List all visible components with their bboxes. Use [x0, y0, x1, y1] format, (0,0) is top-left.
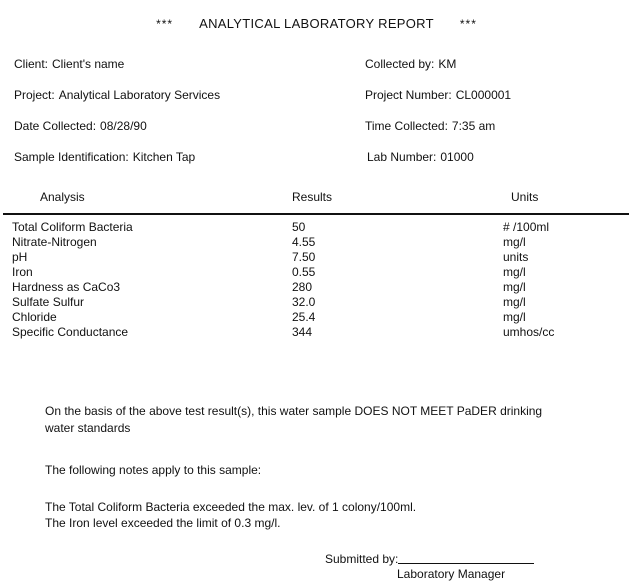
collected-by-value: KM	[438, 57, 457, 71]
project-label: Project:	[14, 88, 55, 102]
table-row	[0, 325, 633, 340]
info-row	[0, 57, 633, 71]
units-cell: units	[503, 250, 529, 264]
lab-number-value: 01000	[440, 150, 474, 164]
report-header	[0, 16, 633, 31]
info-row	[0, 88, 633, 102]
analysis-cell: Total Coliform Bacteria	[12, 220, 133, 234]
result-cell: 0.55	[292, 265, 316, 279]
result-cell: 7.50	[292, 250, 316, 264]
results-table-body	[0, 220, 633, 340]
sample-identification-field	[14, 150, 365, 164]
signature-line	[398, 551, 534, 564]
time-collected-value: 7:35 am	[451, 119, 496, 133]
signature-role-label: Laboratory Manager	[397, 567, 506, 581]
table-row	[0, 235, 633, 250]
result-cell: 344	[292, 325, 313, 339]
collected-by-field	[365, 57, 633, 71]
note-item: The Total Coliform Bacteria exceeded the max. lev. of 1 colony/100ml.	[45, 500, 417, 514]
lab-number-field	[365, 150, 633, 164]
sample-identification-value: Kitchen Tap	[132, 150, 196, 164]
units-cell: umhos/cc	[503, 325, 555, 339]
units-cell: # /100ml	[503, 220, 550, 234]
column-header-units: Units	[511, 190, 539, 204]
title-stars-left: ***	[156, 17, 174, 31]
client-label: Client:	[14, 57, 49, 71]
signature-block	[325, 550, 534, 566]
time-collected-field	[365, 119, 633, 133]
lab-number-label: Lab Number:	[367, 150, 437, 164]
table-row	[0, 310, 633, 325]
analysis-cell: pH	[12, 250, 28, 264]
notes-list	[45, 500, 416, 531]
analysis-cell: Specific Conductance	[12, 325, 129, 339]
analysis-cell: Sulfate Sulfur	[12, 295, 85, 309]
info-row	[0, 150, 633, 164]
info-row	[0, 119, 633, 133]
time-collected-label: Time Collected:	[365, 119, 448, 133]
results-table-header	[0, 190, 633, 204]
table-row	[0, 280, 633, 295]
conclusion-statement: On the basis of the above test result(s), this water sample DOES NOT MEET PaDER drinking water standards	[45, 404, 543, 435]
project-number-field	[365, 88, 633, 102]
project-number-value: CL000001	[455, 88, 512, 102]
client-field	[14, 57, 365, 71]
table-row	[0, 295, 633, 310]
units-cell: mg/l	[503, 265, 526, 279]
analysis-cell: Nitrate-Nitrogen	[12, 235, 97, 249]
date-collected-field	[14, 119, 365, 133]
submitted-by-label: Submitted by:	[325, 552, 399, 566]
column-header-results: Results	[292, 190, 333, 204]
result-cell: 4.55	[292, 235, 316, 249]
table-row	[0, 265, 633, 280]
project-field	[14, 88, 365, 102]
date-collected-label: Date Collected:	[14, 119, 97, 133]
units-cell: mg/l	[503, 310, 526, 324]
client-value: Client's name	[52, 57, 125, 71]
analysis-cell: Hardness as CaCo3	[12, 280, 121, 294]
page-title: ANALYTICAL LABORATORY REPORT	[199, 16, 434, 31]
column-header-analysis: Analysis	[40, 190, 85, 204]
table-row	[0, 220, 633, 235]
table-row	[0, 250, 633, 265]
sample-identification-label: Sample Identification:	[14, 150, 129, 164]
project-number-label: Project Number:	[365, 88, 452, 102]
date-collected-value: 08/28/90	[100, 119, 147, 133]
result-cell: 25.4	[292, 310, 316, 324]
units-cell: mg/l	[503, 295, 526, 309]
units-cell: mg/l	[503, 235, 526, 249]
analysis-cell: Chloride	[12, 310, 57, 324]
note-item: The Iron level exceeded the limit of 0.3 mg/l.	[45, 515, 281, 530]
units-cell: mg/l	[503, 280, 526, 294]
result-cell: 280	[292, 280, 313, 294]
title-stars-right: ***	[459, 17, 477, 31]
project-value: Analytical Laboratory Services	[58, 88, 221, 102]
result-cell: 32.0	[292, 295, 316, 309]
collected-by-label: Collected by:	[365, 57, 435, 71]
analysis-cell: Iron	[12, 265, 33, 279]
header-divider-rule	[3, 213, 629, 215]
notes-intro: The following notes apply to this sample:	[45, 463, 262, 477]
result-cell: 50	[292, 220, 306, 234]
